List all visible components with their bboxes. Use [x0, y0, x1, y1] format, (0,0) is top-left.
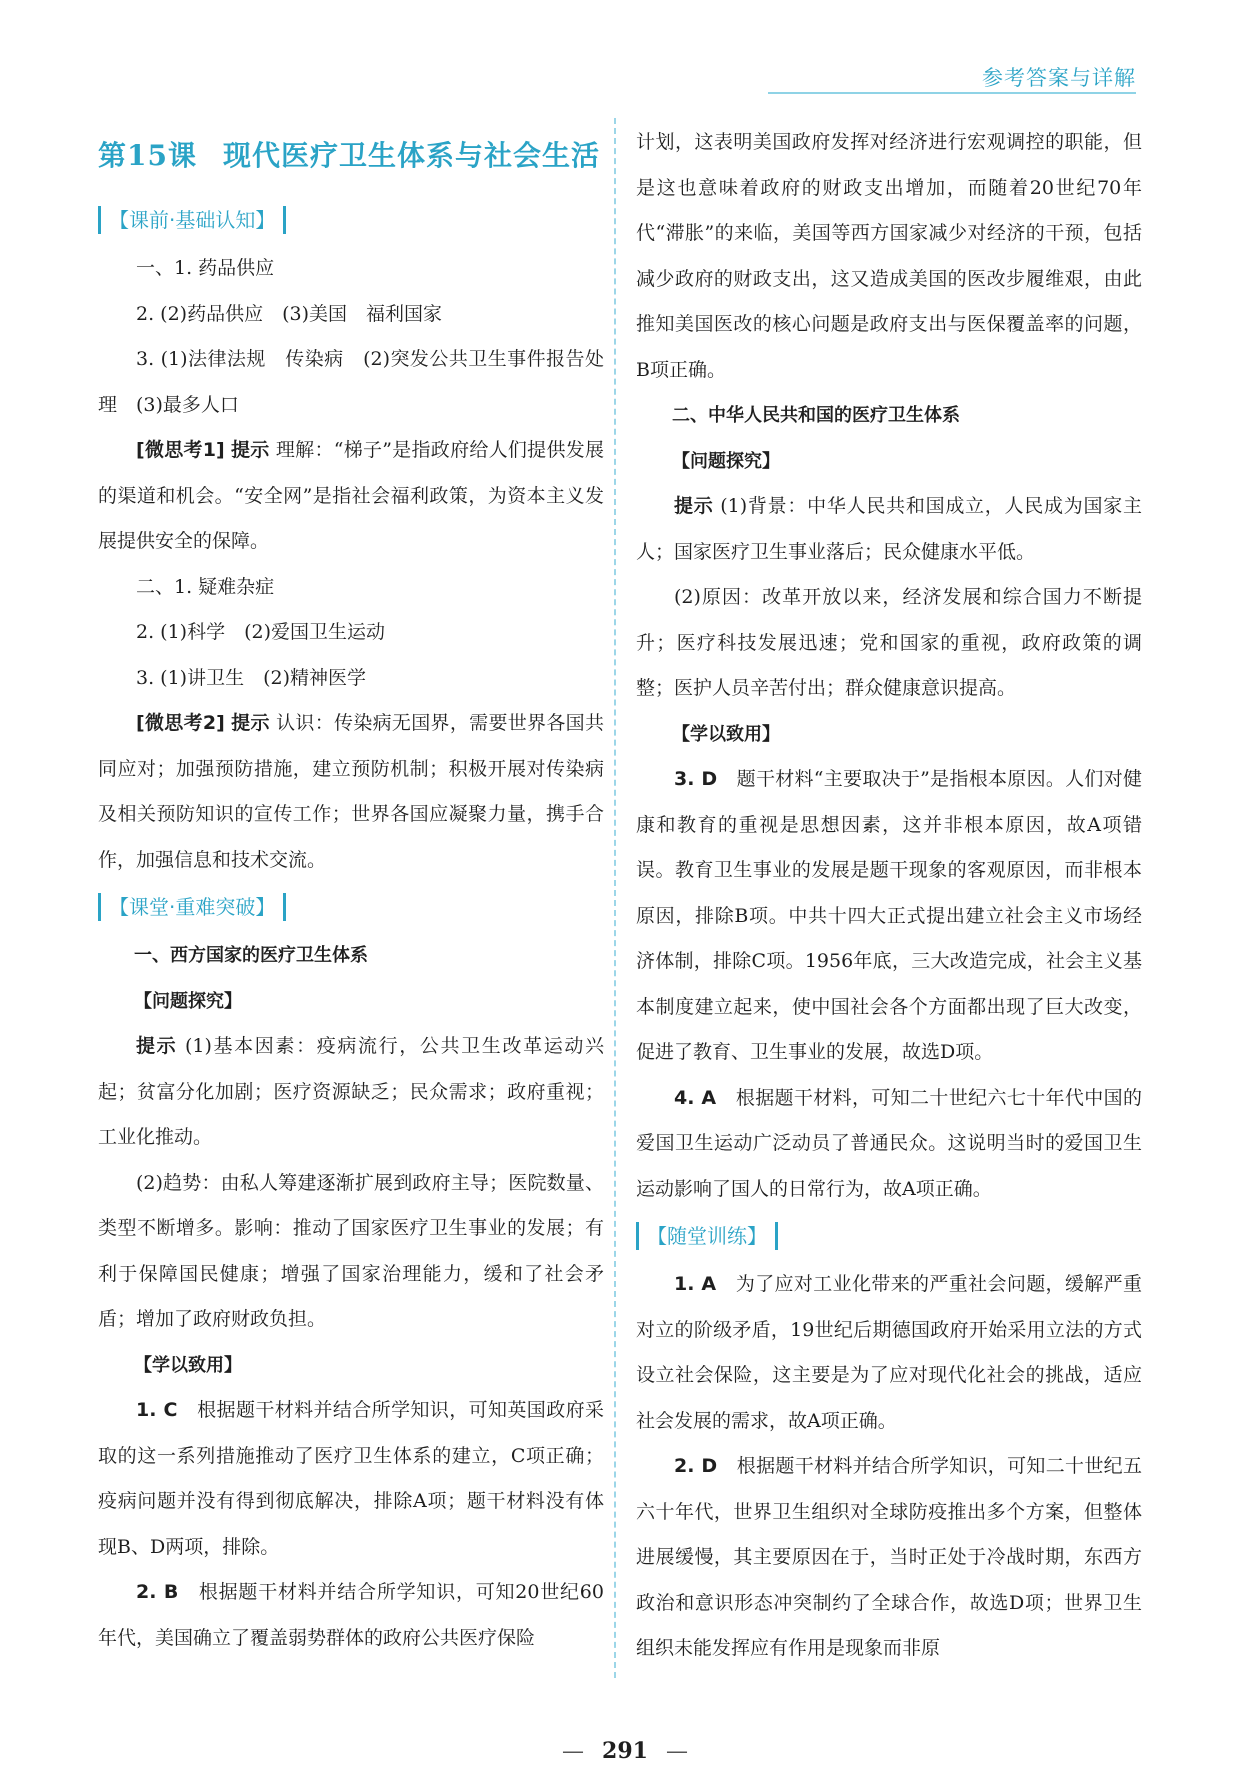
- section-tag-practice: 【随堂训练】: [636, 1222, 778, 1250]
- continued-paragraph: 计划，这表明美国政府发挥对经济进行宏观调控的职能，但是这也意味着政府的财政支出增加，而随着20世纪70年代“滞胀”的来临，美国等西方国家减少对经济的干预，包括减少政府的财政支出，这又造成美国的医改步履维艰，由此推知美国医改的核心问题是政府支出与医保覆盖率的问题，B项正确。: [636, 131, 1142, 381]
- answer-item: [98, 1570, 604, 1661]
- section-tag-classroom: 【课堂·重难突破】: [98, 893, 286, 921]
- answer-line: 一、1. 药品供应: [136, 257, 275, 279]
- think-text: 认识：传染病无国界，需要世界各国共同应对；加强预防措施，建立预防机制；积极开展对传染病及相关预防知识的宣传工作；世界各国应凝聚力量，携手合作，加强信息和技术交流。: [98, 712, 604, 871]
- answer-item: [636, 1262, 1142, 1444]
- answer-line: 2. (2)药品供应 (3)美国 福利国家: [136, 302, 442, 325]
- section-tag-preclass: 【课前·基础认知】: [98, 206, 286, 234]
- answer-key: 2. D: [674, 1455, 718, 1477]
- think-tag: [微思考2]: [136, 712, 225, 734]
- answer-key: 1. C: [136, 1399, 178, 1421]
- page-number: 291: [602, 1738, 648, 1764]
- answer-text: 为了应对工业化带来的严重社会问题，缓解严重对立的阶级矛盾，19世纪后期德国政府开始采用立法的方式设立社会保险，这主要是为了应对现代化社会的挑战，适应社会发展的需求，故A项正确。: [636, 1273, 1142, 1432]
- answer-item: [98, 1388, 604, 1570]
- lesson-title: [98, 134, 604, 174]
- tip-label: 提示: [136, 1035, 178, 1057]
- answer-item: [636, 1076, 1142, 1213]
- answer-text: 根据题干材料并结合所学知识，可知英国政府采取的这一系列措施推动了医疗卫生体系的建立，C项正确；疫病问题并没有得到彻底解决，排除A项；题干材料没有体现B、D两项，排除。: [98, 1399, 604, 1558]
- explore-paragraph: (2)原因：改革开放以来，经济发展和综合国力不断提升；医疗科技发展迅速；党和国家的重视，政府政策的调整；医护人员辛苦付出；群众健康意识提高。: [636, 586, 1142, 699]
- answer-key: 3. D: [674, 768, 718, 790]
- explore-heading: 【问题探究】: [672, 450, 780, 472]
- answer-item: [636, 1444, 1142, 1672]
- answer-text: 根据题干材料，可知二十世纪六七十年代中国的爱国卫生运动广泛动员了普通民众。这说明当时的爱国卫生运动影响了国人的日常行为，故A项正确。: [636, 1086, 1142, 1200]
- apply-heading: 【学以致用】: [672, 723, 780, 745]
- explore-text: (1)基本因素：疫病流行，公共卫生改革运动兴起；贫富分化加剧；医疗资源缺乏；民众需求；政府重视；工业化推动。: [98, 1035, 604, 1148]
- answer-line: 二、1. 疑难杂症: [136, 575, 275, 598]
- explore-paragraph: [98, 1024, 604, 1161]
- left-column: [98, 120, 604, 1661]
- explore-text: (1)背景：中华人民共和国成立，人民成为国家主人；国家医疗卫生事业落后；民众健康水平低。: [636, 495, 1142, 563]
- tip-label: 提示: [231, 712, 270, 734]
- subsection-title: 一、西方国家的医疗卫生体系: [134, 945, 368, 966]
- footer-dash: —: [562, 1739, 585, 1764]
- answer-text: 根据题干材料并结合所学知识，可知二十世纪五六十年代，世界卫生组织对全球防疫推出多个方案，但整体进展缓慢，其主要原因在于，当时正处于冷战时期，东西方政治和意识形态冲突制约了全球合作，故选D项；世界卫生组织未能发挥应有作用是现象而非原: [636, 1455, 1142, 1659]
- answer-key: 1. A: [674, 1273, 717, 1295]
- explore-paragraph: [636, 484, 1142, 575]
- tip-label: 提示: [674, 495, 714, 517]
- lesson-number: 第15课: [98, 139, 197, 172]
- answer-line: 2. (1)科学 (2)爱国卫生运动: [136, 621, 385, 643]
- think-tag: [微思考1]: [136, 439, 225, 461]
- think-text: 理解：“梯子”是指政府给人们提供发展的渠道和机会。“安全网”是指社会福利政策，为资本主义发展提供安全的保障。: [98, 439, 604, 552]
- column-divider: [614, 118, 616, 1678]
- header-rule: [768, 92, 1136, 94]
- answer-key: 4. A: [674, 1086, 717, 1109]
- footer-dash: —: [665, 1739, 688, 1764]
- apply-heading: 【学以致用】: [134, 1354, 242, 1376]
- think-paragraph-1: [98, 428, 604, 565]
- page-number-footer: [0, 1738, 1250, 1764]
- subsection-title: 二、中华人民共和国的医疗卫生体系: [672, 405, 960, 426]
- answer-item: [636, 757, 1142, 1076]
- answer-text: 根据题干材料并结合所学知识，可知20世纪60年代，美国确立了覆盖弱势群体的政府公共医疗保险: [98, 1581, 604, 1649]
- explore-paragraph: (2)趋势：由私人筹建逐渐扩展到政府主导；医院数量、类型不断增多。影响：推动了国家医疗卫生事业的发展；有利于保障国民健康；增强了国家治理能力，缓和了社会矛盾；增加了政府财政负担。: [98, 1171, 604, 1330]
- right-column: [636, 120, 1142, 1672]
- answer-line: 3. (1)讲卫生 (2)精神医学: [136, 666, 366, 689]
- tip-label: 提示: [231, 439, 270, 461]
- answer-line: 3. (1)法律法规 传染病 (2)突发公共卫生事件报告处理 (3)最多人口: [98, 348, 604, 416]
- answer-key: 2. B: [136, 1581, 179, 1603]
- explore-heading: 【问题探究】: [134, 990, 242, 1012]
- header-label: 参考答案与详解: [982, 66, 1136, 90]
- answer-text: 题干材料“主要取决于”是指根本原因。人们对健康和教育的重视是思想因素，这并非根本原因，故A项错误。教育卫生事业的发展是题干现象的客观原因，而非根本原因，排除B项。中共十四大正式提出建立社会主义市场经济体制，排除C项。1956年底，三大改造完成，社会主义基本制度建立起来，使中国社会各个方面都出现了巨大改变，促进了教育、卫生事业的发展，故选D项。: [636, 768, 1142, 1063]
- think-paragraph-2: [98, 701, 604, 883]
- lesson-name: 现代医疗卫生体系与社会生活: [222, 139, 600, 172]
